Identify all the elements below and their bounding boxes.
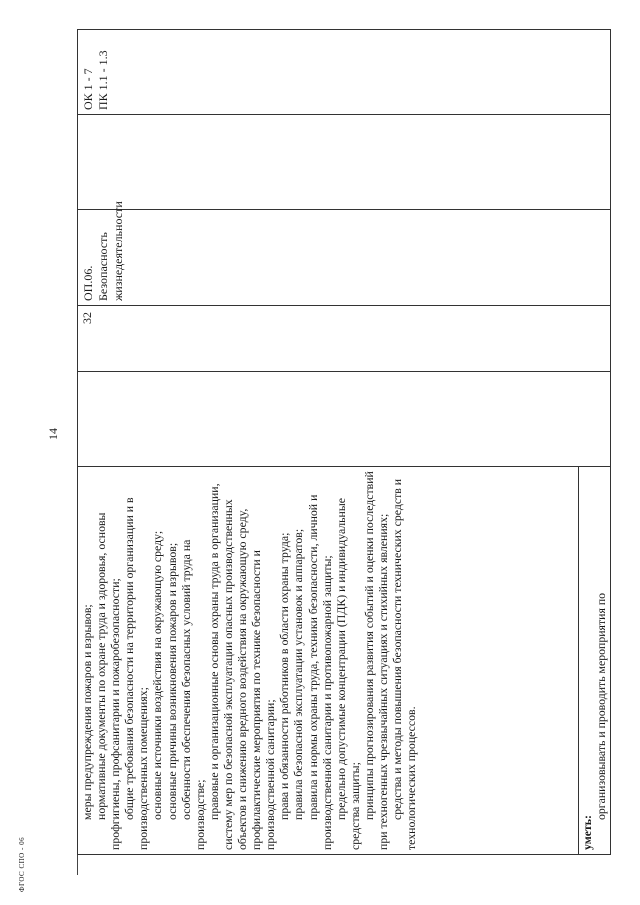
skills-heading: уметь: [580, 815, 594, 850]
requirement-item: права и обязанности работников в области охраны труда; [277, 532, 292, 820]
requirements-cell [78, 467, 579, 855]
requirement-item: принципы прогнозирования развития событий и оценки последствий при техногенных чрезвычайных ситуациях и стихийных явлениях; [361, 471, 390, 850]
requirement-item: особенности обеспечения безопасных условий труда на производстве; [178, 539, 207, 850]
competence-cell [78, 30, 611, 115]
competence-ok: ОК 1 - 7 [81, 68, 95, 110]
requirement-item: меры предупреждения пожаров и взрывов; [80, 604, 94, 820]
requirement-item: средства и методы повышения безопасности технических средств и технологических процессов. [390, 478, 419, 850]
page-number: 14 [46, 428, 60, 440]
empty-cell [78, 372, 611, 467]
requirement-item: предельно допустимые концентрации (ПДК) и индивидуальные средства защиты; [333, 497, 362, 850]
requirement-item: правила и нормы охраны труда, техники безопасности, личной и производственной санитарии и противопожарной защиты; [305, 494, 334, 850]
requirement-item: нормативные документы по охране труда и здоровья, основы профгигиены, профсанитарии и пожаробезопасности; [94, 512, 123, 850]
hours-cell: 32 [78, 306, 611, 372]
footer-divider [77, 855, 78, 875]
requirement-item: правила безопасной эксплуатации установок и аппаратов; [291, 528, 306, 820]
empty-cell [78, 115, 611, 210]
competence-pk: ПК 1.1 - 1.3 [96, 50, 110, 110]
requirement-item: правовые и организационные основы охраны труда в организации, систему мер по безопасной эксплуатации опасных производственных объектов и снижению вредного воздействия на окружающую среду, профилактические мероприятия по технике безопасности и производственной санитарии; [206, 483, 278, 850]
skills-cell [579, 467, 611, 855]
discipline-cell: ОП.06. Безопасность жизнедеятельности [78, 210, 611, 306]
requirement-item: общие требования безопасности на территории организации и в производственных помещениях; [122, 497, 151, 850]
requirement-item: основные причины возникновения пожаров и взрывов; [164, 542, 179, 820]
table-row [78, 30, 579, 855]
curriculum-table-rotated [77, 30, 610, 855]
skill-item: организовывать и проводить мероприятия по [594, 592, 609, 820]
footer-form-code: ФГОС СПО - 06 [18, 836, 26, 892]
requirement-item: основные источники воздействия на окружающую среду; [150, 530, 165, 820]
curriculum-table [77, 29, 611, 855]
